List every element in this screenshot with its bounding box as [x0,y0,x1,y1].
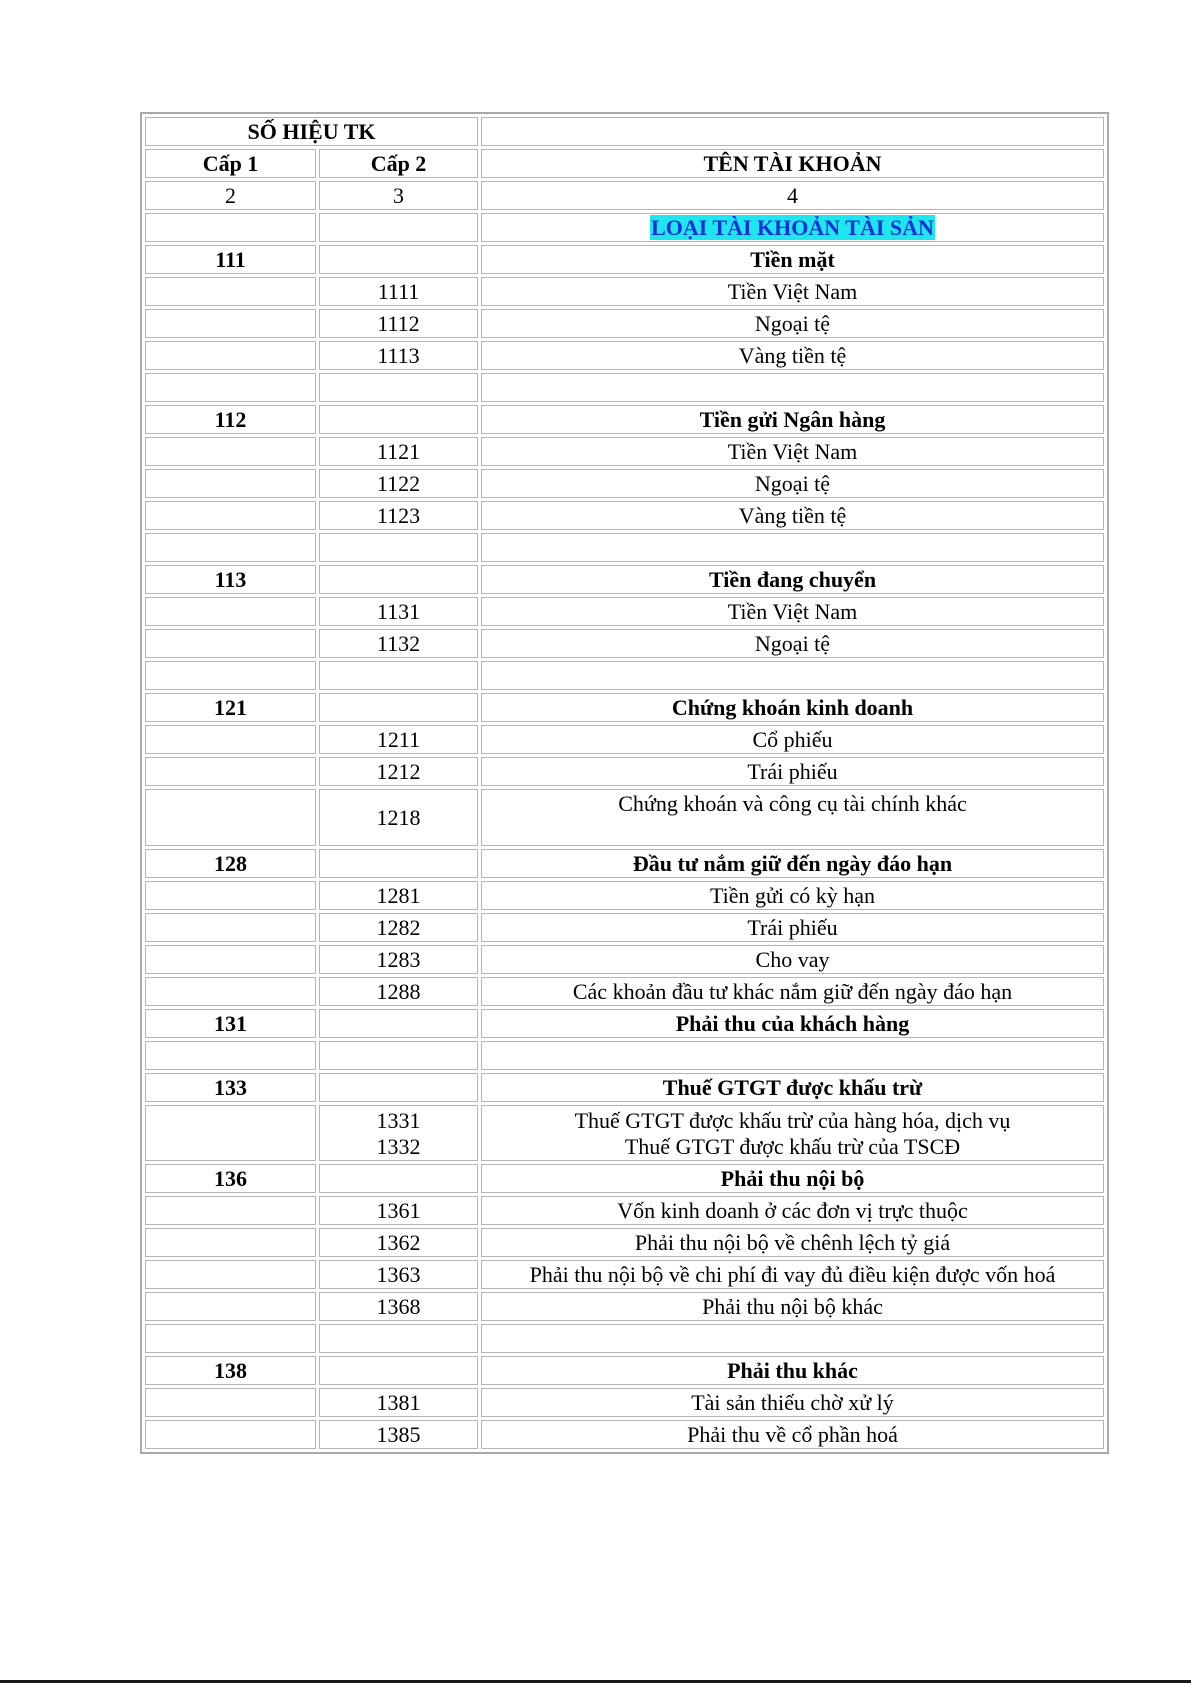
section-empty-cap1 [145,213,316,242]
cap1-cell [145,373,316,402]
cap1-cell [145,277,316,306]
cap1-cell [145,597,316,626]
section-title-row [145,213,1104,242]
cap2-cell: 1123 [319,501,478,530]
cap2-cell: 1111 [319,277,478,306]
cap1-cell [145,757,316,786]
cap1-cell: 133 [145,1073,316,1102]
account-name-cell: Phải thu nội bộ khác [481,1292,1104,1321]
cap1-cell: 128 [145,849,316,878]
cap2-cell: 1112 [319,309,478,338]
cap1-cell: 131 [145,1009,316,1038]
account-name-cell: Ngoại tệ [481,309,1104,338]
account-level2-row [145,1196,1104,1225]
cap2-cell: 1361 [319,1196,478,1225]
account-name-cell [481,1105,1104,1161]
header-row-levels [145,149,1104,178]
cap2-cell [319,373,478,402]
account-level2-row [145,1228,1104,1257]
cap2-cell [319,849,478,878]
cap1-cell [145,1324,316,1353]
account-name-cell: Phải thu nội bộ [481,1164,1104,1193]
cap2-cell [319,1356,478,1385]
cap2-cell: 1122 [319,469,478,498]
account-level1-row [145,565,1104,594]
account-name-cell: Tiền gửi có kỳ hạn [481,881,1104,910]
cap1-cell [145,469,316,498]
account-level2-row [145,309,1104,338]
account-level1-row [145,405,1104,434]
account-name-cell: Tiền gửi Ngân hàng [481,405,1104,434]
section-title-cell [481,213,1104,242]
account-name-cell: Ngoại tệ [481,469,1104,498]
account-name-cell: Vàng tiền tệ [481,501,1104,530]
cap2-cell: 1381 [319,1388,478,1417]
account-name-cell: Vốn kinh doanh ở các đơn vị trực thuộc [481,1196,1104,1225]
account-level2-row [145,977,1104,1006]
account-name-cell: Phải thu về cổ phần hoá [481,1420,1104,1449]
accounts-table [142,114,1107,1452]
cap1-cell: 121 [145,693,316,722]
cap1-cell [145,533,316,562]
account-level2-row [145,469,1104,498]
empty-row [145,373,1104,402]
cap1-cell [145,309,316,338]
cap1-cell: 112 [145,405,316,434]
account-name-cell: Trái phiếu [481,757,1104,786]
cap1-cell [145,881,316,910]
account-level2-row [145,1292,1104,1321]
cap2-cell: 1281 [319,881,478,910]
account-level1-row [145,245,1104,274]
account-level2-row [145,341,1104,370]
cap2-cell: 1131 [319,597,478,626]
account-level1-row [145,693,1104,722]
cap1-cell [145,1196,316,1225]
cap1-cell [145,629,316,658]
empty-row [145,533,1104,562]
cap2-cell: 1212 [319,757,478,786]
cap1-cell [145,789,316,846]
account-name-cell: Các khoản đầu tư khác nắm giữ đến ngày đáo hạn [481,977,1104,1006]
account-name-cell [481,533,1104,562]
header-row-account-number [145,117,1104,146]
column-number-ten: 4 [481,181,1104,210]
cap2-cell [319,533,478,562]
cap2-cell [319,1105,478,1161]
account-name-cell: Vàng tiền tệ [481,341,1104,370]
cap1-cell [145,1041,316,1070]
account-level2-row [145,881,1104,910]
header-empty-cell [481,117,1104,146]
account-level2-row [145,757,1104,786]
account-name-cell: Ngoại tệ [481,629,1104,658]
column-number-cap1: 2 [145,181,316,210]
cap1-cell [145,437,316,466]
cap2-cell: 1283 [319,945,478,974]
header-row-column-numbers [145,181,1104,210]
account-name-cell [481,1041,1104,1070]
cap2-cell: 1211 [319,725,478,754]
account-level2-row [145,1388,1104,1417]
section-title: LOẠI TÀI KHOẢN TÀI SẢN [651,215,934,240]
account-level2-row [145,1420,1104,1449]
cap2-cell [319,565,478,594]
cap2-cell: 1288 [319,977,478,1006]
account-name-cell: Tiền Việt Nam [481,277,1104,306]
account-name: Thuế GTGT được khấu trừ của TSCĐ [624,1133,961,1159]
cap1-cell [145,1292,316,1321]
header-cap2: Cấp 2 [319,149,478,178]
cap1-cell [145,341,316,370]
account-level1-row [145,1073,1104,1102]
account-name-cell: Trái phiếu [481,913,1104,942]
account-name-cell: Tiền đang chuyển [481,565,1104,594]
account-name-cell [481,1324,1104,1353]
cap1-cell [145,725,316,754]
cap2-cell: 1362 [319,1228,478,1257]
cap2-cell: 1363 [319,1260,478,1289]
header-so-hieu: SỐ HIỆU TK [145,117,478,146]
cap1-cell [145,1105,316,1161]
cap2-cell: 1218 [319,789,478,846]
cap1-cell [145,977,316,1006]
account-name-cell: Phải thu khác [481,1356,1104,1385]
cap1-cell: 111 [145,245,316,274]
column-number-cap2: 3 [319,181,478,210]
account-level1-row [145,849,1104,878]
cap1-cell [145,1228,316,1257]
cap1-cell: 138 [145,1356,316,1385]
account-name-cell: Thuế GTGT được khấu trừ [481,1073,1104,1102]
cap2-cell [319,1009,478,1038]
account-name-cell [481,661,1104,690]
cap1-cell [145,661,316,690]
account-level2-row [145,597,1104,626]
account-level2-row [145,789,1104,846]
account-name-cell: Tiền Việt Nam [481,437,1104,466]
cap2-code: 1331 [376,1107,421,1133]
cap1-cell [145,501,316,530]
cap2-cell [319,1164,478,1193]
cap2-cell: 1132 [319,629,478,658]
account-level2-row [145,1260,1104,1289]
account-level1-row [145,1164,1104,1193]
cap2-cell [319,661,478,690]
cap1-cell [145,945,316,974]
account-name-cell: Đầu tư nắm giữ đến ngày đáo hạn [481,849,1104,878]
account-level1-row [145,1356,1104,1385]
account-name-cell: Cho vay [481,945,1104,974]
cap2-cell: 1385 [319,1420,478,1449]
account-level1-row [145,1009,1104,1038]
account-level2-row [145,1105,1104,1161]
account-name-cell: Chứng khoán và công cụ tài chính khác [481,789,1104,846]
account-level2-row [145,437,1104,466]
cap1-cell: 136 [145,1164,316,1193]
cap2-cell [319,693,478,722]
account-name-cell: Tiền Việt Nam [481,597,1104,626]
cap2-code: 1332 [376,1133,421,1159]
cap2-cell: 1113 [319,341,478,370]
cap1-cell [145,1260,316,1289]
cap2-cell: 1121 [319,437,478,466]
account-name: Thuế GTGT được khấu trừ của hàng hóa, dịch vụ [574,1107,1011,1133]
account-name-cell: Cổ phiếu [481,725,1104,754]
account-level2-row [145,629,1104,658]
account-name-cell: Tiền mặt [481,245,1104,274]
page-bottom-rule [0,1680,1191,1683]
account-name-cell [481,373,1104,402]
section-empty-cap2 [319,213,478,242]
header-cap1: Cấp 1 [145,149,316,178]
cap2-cell: 1368 [319,1292,478,1321]
account-level2-row [145,913,1104,942]
cap2-cell [319,405,478,434]
cap1-cell [145,1420,316,1449]
cap1-cell [145,913,316,942]
account-name-cell: Chứng khoán kinh doanh [481,693,1104,722]
account-level2-row [145,277,1104,306]
account-name-cell: Phải thu của khách hàng [481,1009,1104,1038]
cap1-cell: 113 [145,565,316,594]
account-level2-row [145,501,1104,530]
empty-row [145,1041,1104,1070]
cap2-cell [319,245,478,274]
chart-of-accounts-table [140,112,1109,1454]
cap1-cell [145,1388,316,1417]
header-ten-tai-khoan: TÊN TÀI KHOẢN [481,149,1104,178]
cap2-cell [319,1073,478,1102]
empty-row [145,1324,1104,1353]
cap2-cell [319,1324,478,1353]
account-level2-row [145,945,1104,974]
account-name-cell: Phải thu nội bộ về chênh lệch tỷ giá [481,1228,1104,1257]
cap2-cell: 1282 [319,913,478,942]
cap2-cell [319,1041,478,1070]
account-level2-row [145,725,1104,754]
empty-row [145,661,1104,690]
account-name-cell: Phải thu nội bộ về chi phí đi vay đủ điều kiện được vốn hoá [481,1260,1104,1289]
account-name-cell: Tài sản thiếu chờ xử lý [481,1388,1104,1417]
